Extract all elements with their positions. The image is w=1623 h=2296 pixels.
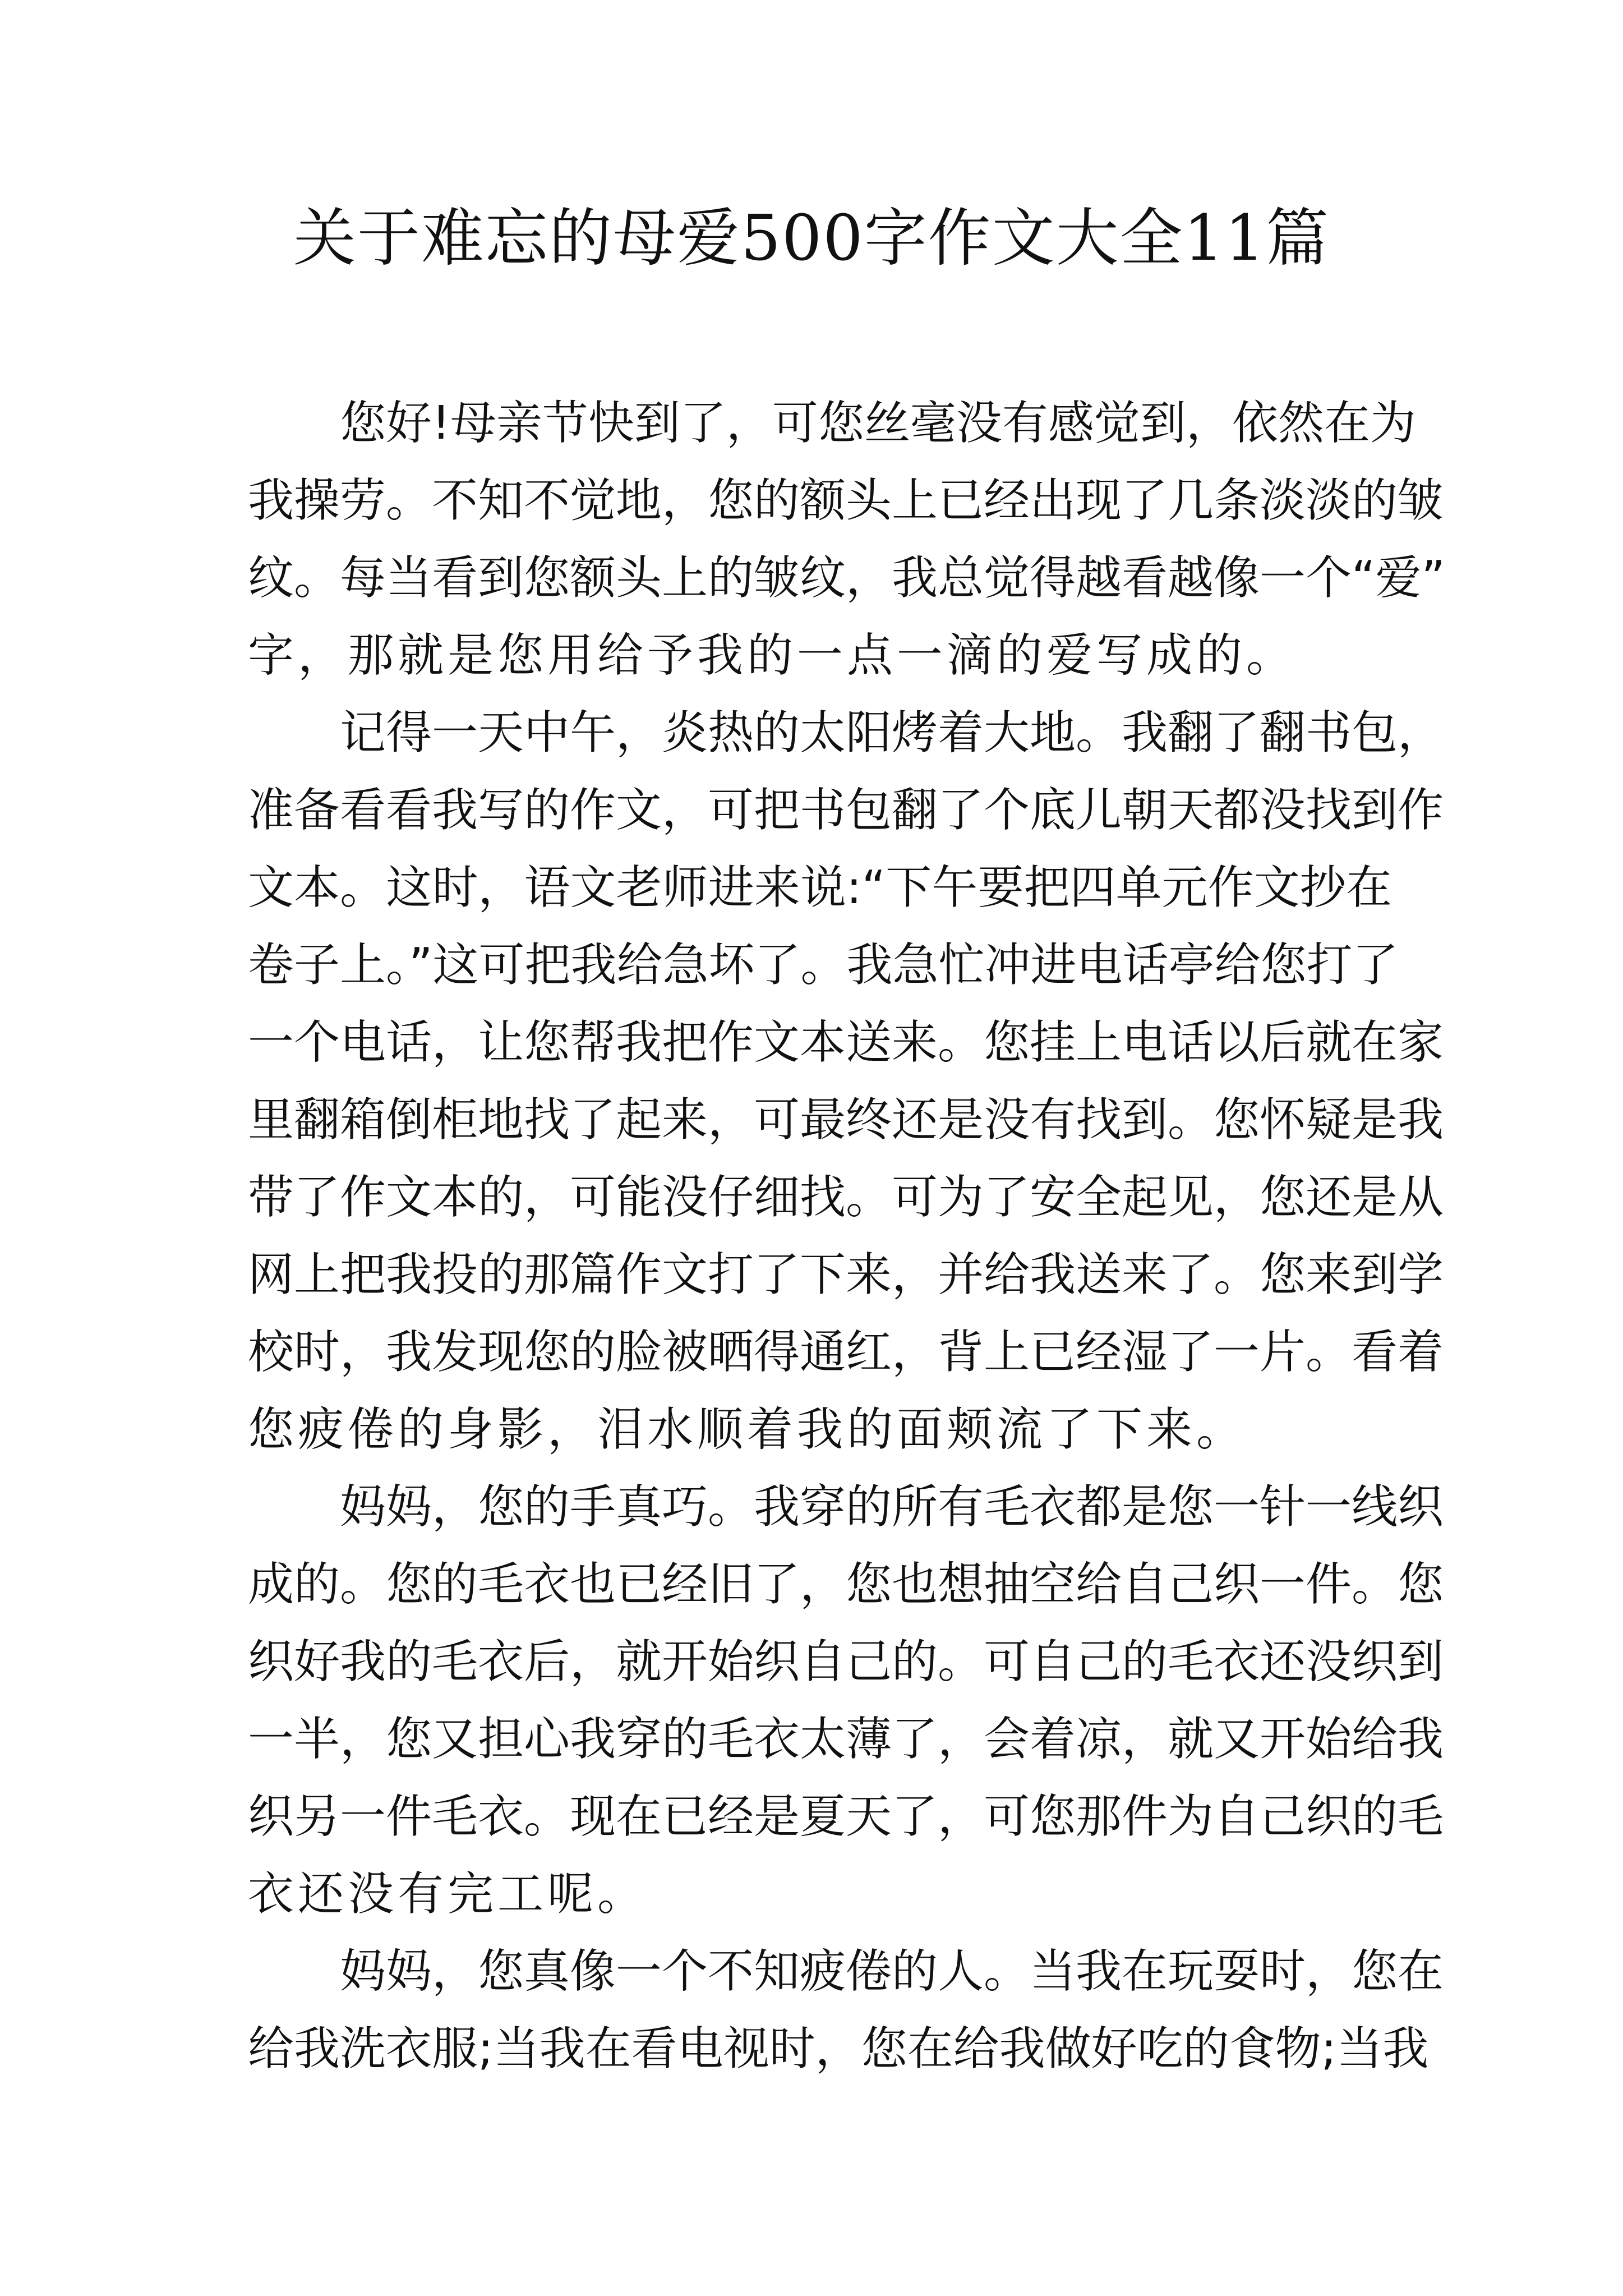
body-text-line: 文本。这时，语文老师进来说:“下午要把四单元作文抄在 xyxy=(248,861,1392,914)
body-text-line: 妈妈，您的手真巧。我穿的所有毛衣都是您一针一线织 xyxy=(248,1480,1444,1534)
body-text-line: 织好我的毛衣后，就开始织自己的。可自己的毛衣还没织到 xyxy=(248,1635,1444,1688)
body-text-line: 校时，我发现您的脸被晒得通红，背上已经湿了一片。看着 xyxy=(248,1326,1444,1379)
body-text-line: 带了作文本的，可能没仔细找。可为了安全起见，您还是从 xyxy=(248,1171,1444,1224)
body-text-line: 妈妈，您真像一个不知疲倦的人。当我在玩耍时，您在 xyxy=(248,1945,1444,1998)
body-text-line: 一个电话，让您帮我把作文本送来。您挂上电话以后就在家 xyxy=(248,1016,1444,1069)
body-text-line: 我操劳。不知不觉地，您的额头上已经出现了几条淡淡的皱 xyxy=(248,474,1444,527)
document-title: 关于难忘的母爱500字作文大全11篇 xyxy=(293,202,1330,275)
body-text-line: 一半，您又担心我穿的毛衣太薄了，会着凉，就又开始给我 xyxy=(248,1713,1444,1766)
body-text-line: 给我洗衣服;当我在看电视时，您在给我做好吃的食物;当我 xyxy=(248,2022,1429,2076)
body-text-line: 准备看看我写的作文，可把书包翻了个底儿朝天都没找到作 xyxy=(248,784,1444,837)
body-text-line: 纹。每当看到您额头上的皱纹，我总觉得越看越像一个“爱” xyxy=(248,551,1445,605)
body-text-line: 卷子上。”这可把我给急坏了。我急忙冲进电话亭给您打了 xyxy=(248,938,1399,992)
body-text-line: 网上把我投的那篇作文打了下来，并给我送来了。您来到学 xyxy=(248,1248,1444,1301)
body-text-line: 衣还没有完工呢。 xyxy=(248,1867,648,1921)
body-text-line: 字，那就是您用给予我的一点一滴的爱写成的。 xyxy=(248,629,1297,682)
body-text-line: 成的。您的毛衣也已经旧了，您也想抽空给自己织一件。您 xyxy=(248,1558,1444,1611)
body-text-line: 您好!母亲节快到了，可您丝毫没有感觉到，依然在为 xyxy=(248,397,1416,450)
body-text-line: 您疲倦的身影，泪水顺着我的面颊流了下来。 xyxy=(248,1403,1247,1456)
body-text-line: 织另一件毛衣。现在已经是夏天了，可您那件为自己织的毛 xyxy=(248,1790,1444,1843)
body-text-line: 记得一天中午，炎热的太阳烤着大地。我翻了翻书包， xyxy=(248,706,1444,760)
body-text-line: 里翻箱倒柜地找了起来，可最终还是没有找到。您怀疑是我 xyxy=(248,1093,1444,1147)
